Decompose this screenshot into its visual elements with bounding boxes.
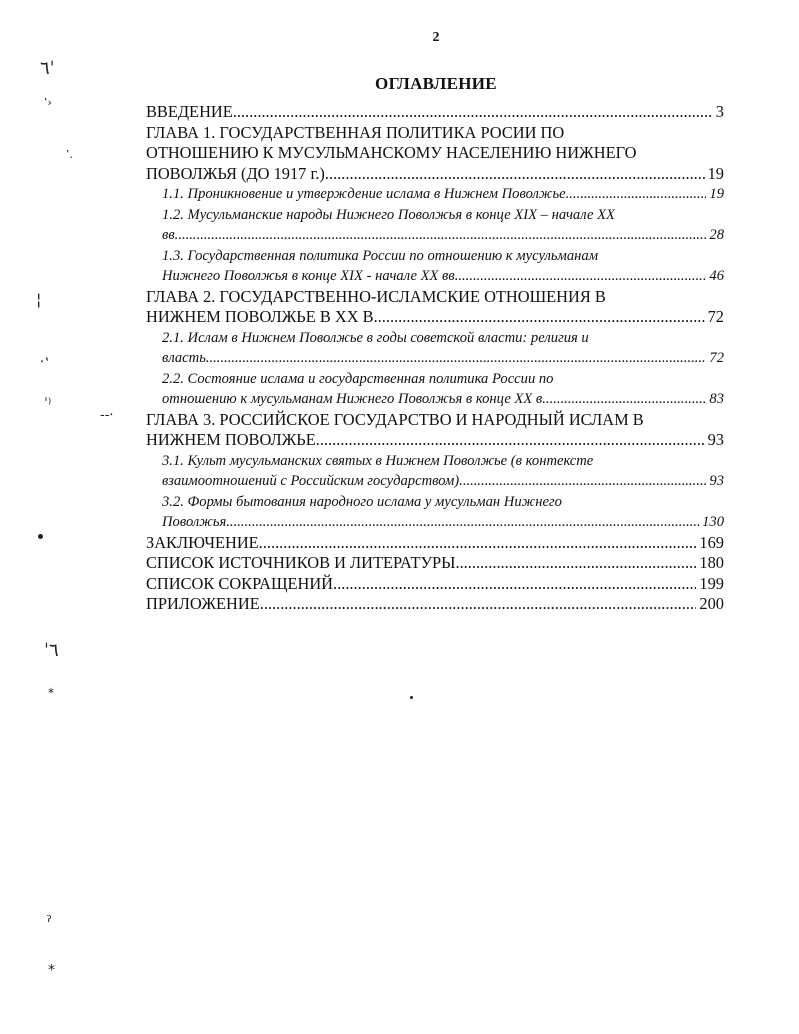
page-title: ОГЛАВЛЕНИЕ bbox=[375, 74, 497, 93]
toc-entry bbox=[146, 574, 724, 595]
toc-line bbox=[162, 471, 724, 492]
dot-leader bbox=[233, 102, 713, 123]
toc-line bbox=[146, 307, 724, 328]
toc-entry-text: 2.2. Состояние ислама и государственная политика России по bbox=[162, 370, 554, 387]
toc-subentry bbox=[146, 328, 724, 369]
toc-entry bbox=[146, 553, 724, 574]
scan-dot bbox=[38, 534, 43, 539]
toc-page-number: 169 bbox=[699, 532, 724, 552]
toc-line bbox=[162, 389, 724, 410]
scan-mark: ٦ˈ bbox=[40, 58, 55, 79]
dot-leader bbox=[260, 594, 697, 615]
toc-page-number: 19 bbox=[709, 186, 724, 202]
toc-entry bbox=[146, 287, 724, 328]
toc-subentry bbox=[146, 205, 724, 246]
dot-leader bbox=[206, 348, 707, 369]
toc-entry-text: ЗАКЛЮЧЕНИЕ bbox=[146, 532, 259, 552]
toc-page-number: 72 bbox=[707, 307, 724, 326]
toc-line bbox=[146, 143, 724, 164]
toc-entry bbox=[146, 102, 724, 123]
toc-line bbox=[146, 410, 724, 431]
scan-mark: ¦ bbox=[36, 290, 42, 309]
toc-subentry bbox=[146, 246, 724, 287]
toc-line bbox=[146, 553, 724, 574]
toc-entry-text: ПРИЛОЖЕНИЕ bbox=[146, 594, 260, 613]
toc-line bbox=[162, 266, 724, 287]
toc-line bbox=[146, 164, 724, 185]
toc-entry-text: взаимоотношений с Российским государством) bbox=[162, 473, 460, 489]
toc-entry-text: 3.1. Культ мусульманских святых в Нижнем Поволжье (в контексте bbox=[162, 452, 594, 469]
toc-page-number: 93 bbox=[707, 430, 724, 449]
scan-mark: ‛. bbox=[66, 148, 73, 161]
toc-page-number: 28 bbox=[709, 227, 724, 243]
scan-mark: ⁎ bbox=[48, 682, 54, 696]
toc-line bbox=[162, 328, 724, 349]
toc-line bbox=[146, 430, 724, 451]
toc-line bbox=[162, 348, 724, 369]
dot-leader bbox=[458, 266, 706, 287]
scan-mark: ⁎ bbox=[48, 958, 55, 974]
toc-line bbox=[146, 102, 724, 123]
scan-mark: ˑ‛ bbox=[40, 356, 50, 372]
toc-entry-text: НИЖНЕМ ПОВОЛЖЬЕ bbox=[146, 430, 316, 449]
toc-entry-text: 1.3. Государственная политика России по отношению к мусульманам bbox=[162, 247, 599, 264]
toc-entry-text: СПИСОК ИСТОЧНИКОВ И ЛИТЕРАТУРЫ bbox=[146, 553, 456, 572]
table-of-contents bbox=[146, 102, 724, 615]
dot-leader bbox=[566, 184, 707, 205]
toc-entry-text: 1.1. Проникновение и утверждение ислама в Нижнем Поволжье bbox=[162, 186, 566, 202]
toc-entry-text: Поволжья bbox=[162, 514, 227, 530]
toc-entry-text: 2.1. Ислам в Нижнем Поволжье в годы советской власти: религия и bbox=[162, 329, 589, 346]
toc-line bbox=[162, 451, 724, 472]
toc-entry-text: вв. bbox=[162, 227, 179, 243]
toc-page-number: 180 bbox=[699, 553, 724, 572]
toc-line bbox=[146, 594, 724, 615]
toc-entry bbox=[146, 594, 724, 615]
toc-page-number: 93 bbox=[709, 473, 724, 489]
scan-mark: ˈ⁾ bbox=[44, 396, 52, 412]
page-number: 2 bbox=[432, 30, 440, 45]
toc-page-number: 130 bbox=[702, 514, 724, 530]
toc-entry-text: 1.2. Мусульманские народы Нижнего Поволжья в конце XIX – начале XX bbox=[162, 206, 615, 223]
dot-leader bbox=[325, 164, 705, 185]
dot-leader bbox=[333, 574, 696, 595]
toc-page-number: 46 bbox=[709, 268, 724, 284]
toc-page-number: 3 bbox=[715, 102, 724, 121]
dot-leader bbox=[455, 553, 696, 574]
toc-entry-text: ГЛАВА 3. РОССИЙСКОЕ ГОСУДАРСТВО И НАРОДНЫЙ ИСЛАМ В bbox=[146, 409, 644, 429]
toc-page-number: 83 bbox=[709, 391, 724, 407]
toc-line bbox=[146, 287, 724, 308]
toc-line bbox=[162, 184, 724, 205]
toc-entry-text: ГЛАВА 1. ГОСУДАРСТВЕННАЯ ПОЛИТИКА РОСИИ ПО bbox=[146, 122, 565, 142]
toc-line bbox=[162, 492, 724, 513]
toc-subentry bbox=[146, 184, 724, 205]
toc-line bbox=[162, 512, 724, 533]
scan-dot bbox=[410, 696, 413, 699]
toc-line bbox=[146, 533, 724, 554]
toc-line bbox=[162, 246, 724, 267]
dot-leader bbox=[259, 533, 697, 554]
toc-entry-text: отношению к мусульманам Нижнего Поволжья в конце XX в. bbox=[162, 391, 546, 407]
toc-line bbox=[146, 123, 724, 144]
toc-page-number: 200 bbox=[699, 594, 724, 613]
toc-line bbox=[146, 574, 724, 595]
toc-entry bbox=[146, 410, 724, 451]
toc-entry-text: власть bbox=[162, 350, 206, 366]
scan-mark: ˀ bbox=[46, 912, 52, 931]
toc-entry-text: ОТНОШЕНИЮ К МУСУЛЬМАНСКОМУ НАСЕЛЕНИЮ НИЖНЕГО bbox=[146, 143, 637, 162]
toc-line bbox=[162, 205, 724, 226]
toc-page-number: 19 bbox=[707, 163, 724, 183]
toc-entry bbox=[146, 123, 724, 185]
scan-mark: ‛› bbox=[44, 96, 52, 109]
toc-subentry bbox=[146, 451, 724, 492]
toc-entry-text: НИЖНЕМ ПОВОЛЖЬЕ В XX В. bbox=[146, 307, 378, 326]
toc-entry bbox=[146, 533, 724, 554]
toc-entry-text: Нижнего Поволжья в конце XIX - начале XX вв. bbox=[162, 268, 459, 284]
toc-line bbox=[162, 369, 724, 390]
toc-entry-text: ВВЕДЕНИЕ bbox=[146, 102, 233, 121]
dot-leader bbox=[378, 307, 705, 328]
toc-subentry bbox=[146, 492, 724, 533]
dot-leader bbox=[178, 225, 706, 246]
toc-entry-text: 3.2. Формы бытования народного ислама у мусульман Нижнего bbox=[162, 493, 562, 510]
toc-line bbox=[162, 225, 724, 246]
toc-entry-text: ПОВОЛЖЬЯ (ДО 1917 г.) bbox=[146, 163, 325, 183]
scan-mark: ‐‐· bbox=[100, 408, 114, 423]
dot-leader bbox=[546, 389, 706, 410]
dot-leader bbox=[459, 471, 706, 492]
toc-page-number: 199 bbox=[699, 573, 724, 593]
toc-entry-text: ГЛАВА 2. ГОСУДАРСТВЕННО-ИСЛАМСКИЕ ОТНОШЕНИЯ В bbox=[146, 286, 606, 306]
toc-page-number: 72 bbox=[709, 350, 724, 366]
toc-entry-text: СПИСОК СОКРАЩЕНИЙ bbox=[146, 573, 334, 593]
dot-leader bbox=[226, 512, 699, 533]
dot-leader bbox=[316, 430, 705, 451]
toc-subentry bbox=[146, 369, 724, 410]
scan-mark: ˈ٦ bbox=[44, 640, 59, 661]
